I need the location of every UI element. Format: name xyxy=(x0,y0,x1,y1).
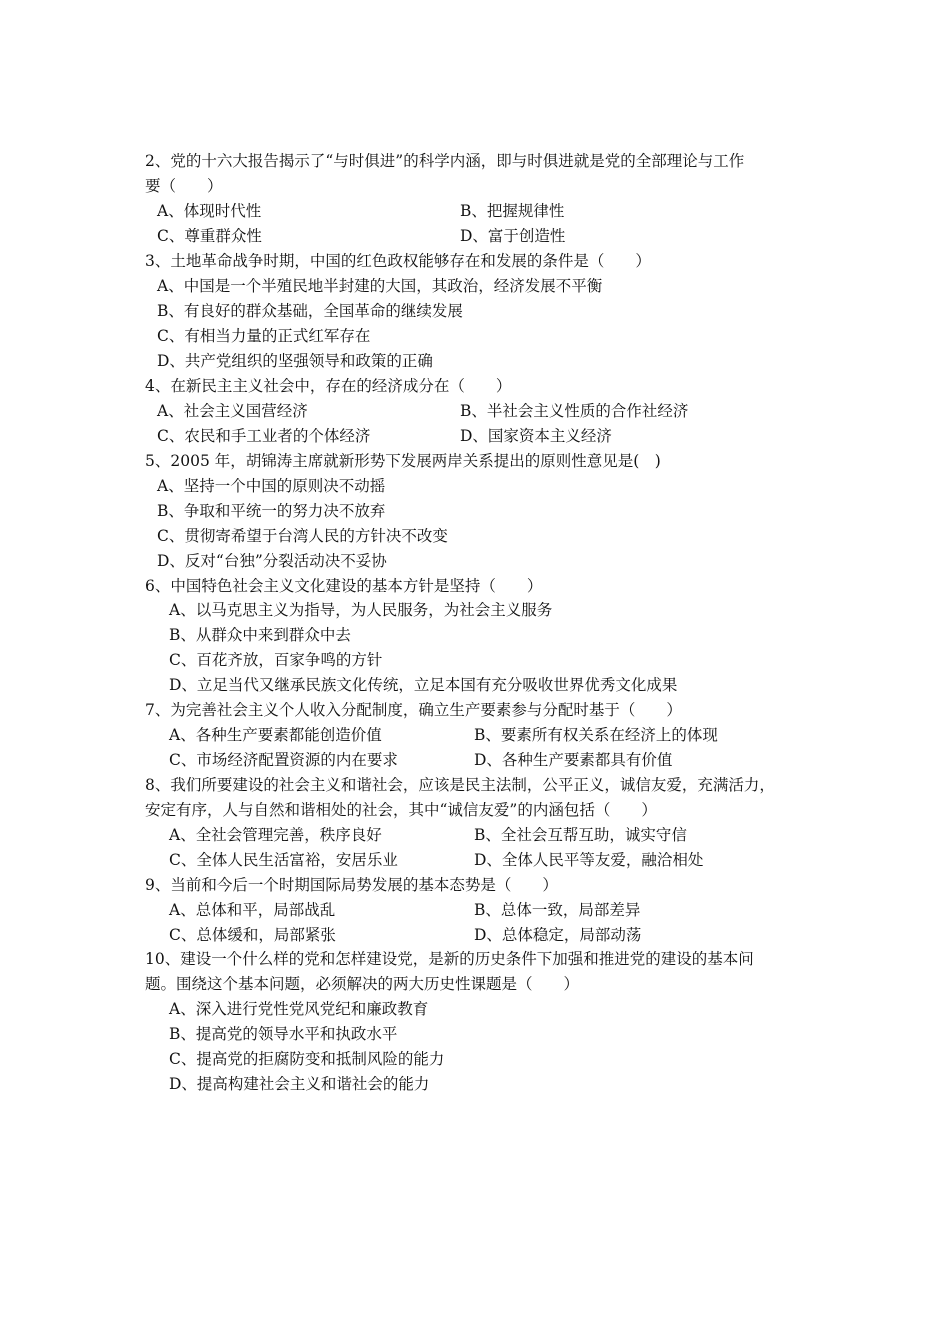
question-6-stem: 6、中国特色社会主义文化建设的基本方针是坚持（ ） xyxy=(145,577,543,595)
question-10-option-b: B、提高党的领导水平和执政水平 xyxy=(169,1025,398,1043)
question-4-option-a: A、社会主义国营经济 xyxy=(157,402,308,420)
question-3-option-d: D、共产党组织的坚强领导和政策的正确 xyxy=(157,352,433,370)
question-5-option-b: B、争取和平统一的努力决不放弃 xyxy=(157,502,386,520)
question-4-option-c: C、农民和手工业者的个体经济 xyxy=(157,427,371,445)
question-10-stem-line-2: 题。围绕这个基本问题，必须解决的两大历史性课题是（ ） xyxy=(145,975,580,993)
question-2-option-d: D、富于创造性 xyxy=(460,227,566,245)
question-9-option-d: D、总体稳定，局部动荡 xyxy=(474,926,642,944)
question-2-stem-line-1: 2、党的十六大报告揭示了“与时俱进”的科学内涵，即与时俱进就是党的全部理论与工作 xyxy=(145,152,745,170)
question-3-stem: 3、土地革命战争时期，中国的红色政权能够存在和发展的条件是（ ） xyxy=(145,252,651,270)
question-7-option-a: A、各种生产要素都能创造价值 xyxy=(169,726,382,744)
question-8-stem-line-2: 安定有序，人与自然和谐相处的社会，其中“诚信友爱”的内涵包括（ ） xyxy=(145,801,657,819)
question-3-option-c: C、有相当力量的正式红军存在 xyxy=(157,327,371,345)
question-7-stem: 7、为完善社会主义个人收入分配制度，确立生产要素参与分配时基于（ ） xyxy=(145,701,682,719)
question-5-option-c: C、贯彻寄希望于台湾人民的方针决不改变 xyxy=(157,527,448,545)
question-10-stem-line-1: 10、建设一个什么样的党和怎样建设党，是新的历史条件下加强和推进党的建设的基本问 xyxy=(145,950,754,968)
question-8-option-b: B、全社会互帮互助，诚实守信 xyxy=(474,826,687,844)
question-2-stem-line-2: 要（ ） xyxy=(145,177,223,195)
question-4-option-d: D、国家资本主义经济 xyxy=(460,427,612,445)
question-2-option-a: A、体现时代性 xyxy=(157,202,262,220)
question-8-stem-line-1: 8、我们所要建设的社会主义和谐社会，应该是民主法制，公平正义，诚信友爱，充满活力， xyxy=(145,776,775,794)
question-6-option-c: C、百花齐放，百家争鸣的方针 xyxy=(169,651,383,669)
question-5-option-a: A、坚持一个中国的原则决不动摇 xyxy=(157,477,386,495)
question-6-option-b: B、从群众中来到群众中去 xyxy=(169,626,351,644)
question-5-stem: 5、2005 年，胡锦涛主席就新形势下发展两岸关系提出的原则性意见是( ) xyxy=(145,452,661,470)
question-9-stem: 9、当前和今后一个时期国际局势发展的基本态势是（ ） xyxy=(145,876,558,894)
question-10-option-a: A、深入进行党性党风党纪和廉政教育 xyxy=(169,1000,429,1018)
question-8-option-d: D、全体人民平等友爱，融洽相处 xyxy=(474,851,704,869)
question-8-option-c: C、全体人民生活富裕，安居乐业 xyxy=(169,851,398,869)
question-9-option-c: C、总体缓和，局部紧张 xyxy=(169,926,336,944)
question-10-option-c: C、提高党的拒腐防变和抵制风险的能力 xyxy=(169,1050,445,1068)
question-9-option-b: B、总体一致，局部差异 xyxy=(474,901,641,919)
question-3-option-a: A、中国是一个半殖民地半封建的大国，其政治，经济发展不平衡 xyxy=(157,277,603,295)
question-7-option-c: C、市场经济配置资源的内在要求 xyxy=(169,751,398,769)
question-6-option-a: A、以马克思主义为指导，为人民服务，为社会主义服务 xyxy=(169,601,553,619)
question-2-option-b: B、把握规律性 xyxy=(460,202,565,220)
question-9-option-a: A、总体和平，局部战乱 xyxy=(169,901,336,919)
question-3-option-b: B、有良好的群众基础，全国革命的继续发展 xyxy=(157,302,463,320)
question-2-option-c: C、尊重群众性 xyxy=(157,227,262,245)
question-4-option-b: B、半社会主义性质的合作社经济 xyxy=(460,402,689,420)
question-8-option-a: A、全社会管理完善，秩序良好 xyxy=(169,826,382,844)
question-5-option-d: D、反对“台独”分裂活动决不妥协 xyxy=(157,552,387,570)
question-7-option-b: B、要素所有权关系在经济上的体现 xyxy=(474,726,718,744)
question-7-option-d: D、各种生产要素都具有价值 xyxy=(474,751,673,769)
question-6-option-d: D、立足当代又继承民族文化传统，立足本国有充分吸收世界优秀文化成果 xyxy=(169,676,678,694)
question-4-stem: 4、在新民主主义社会中，存在的经济成分在（ ） xyxy=(145,377,512,395)
question-10-option-d: D、提高构建社会主义和谐社会的能力 xyxy=(169,1075,430,1093)
